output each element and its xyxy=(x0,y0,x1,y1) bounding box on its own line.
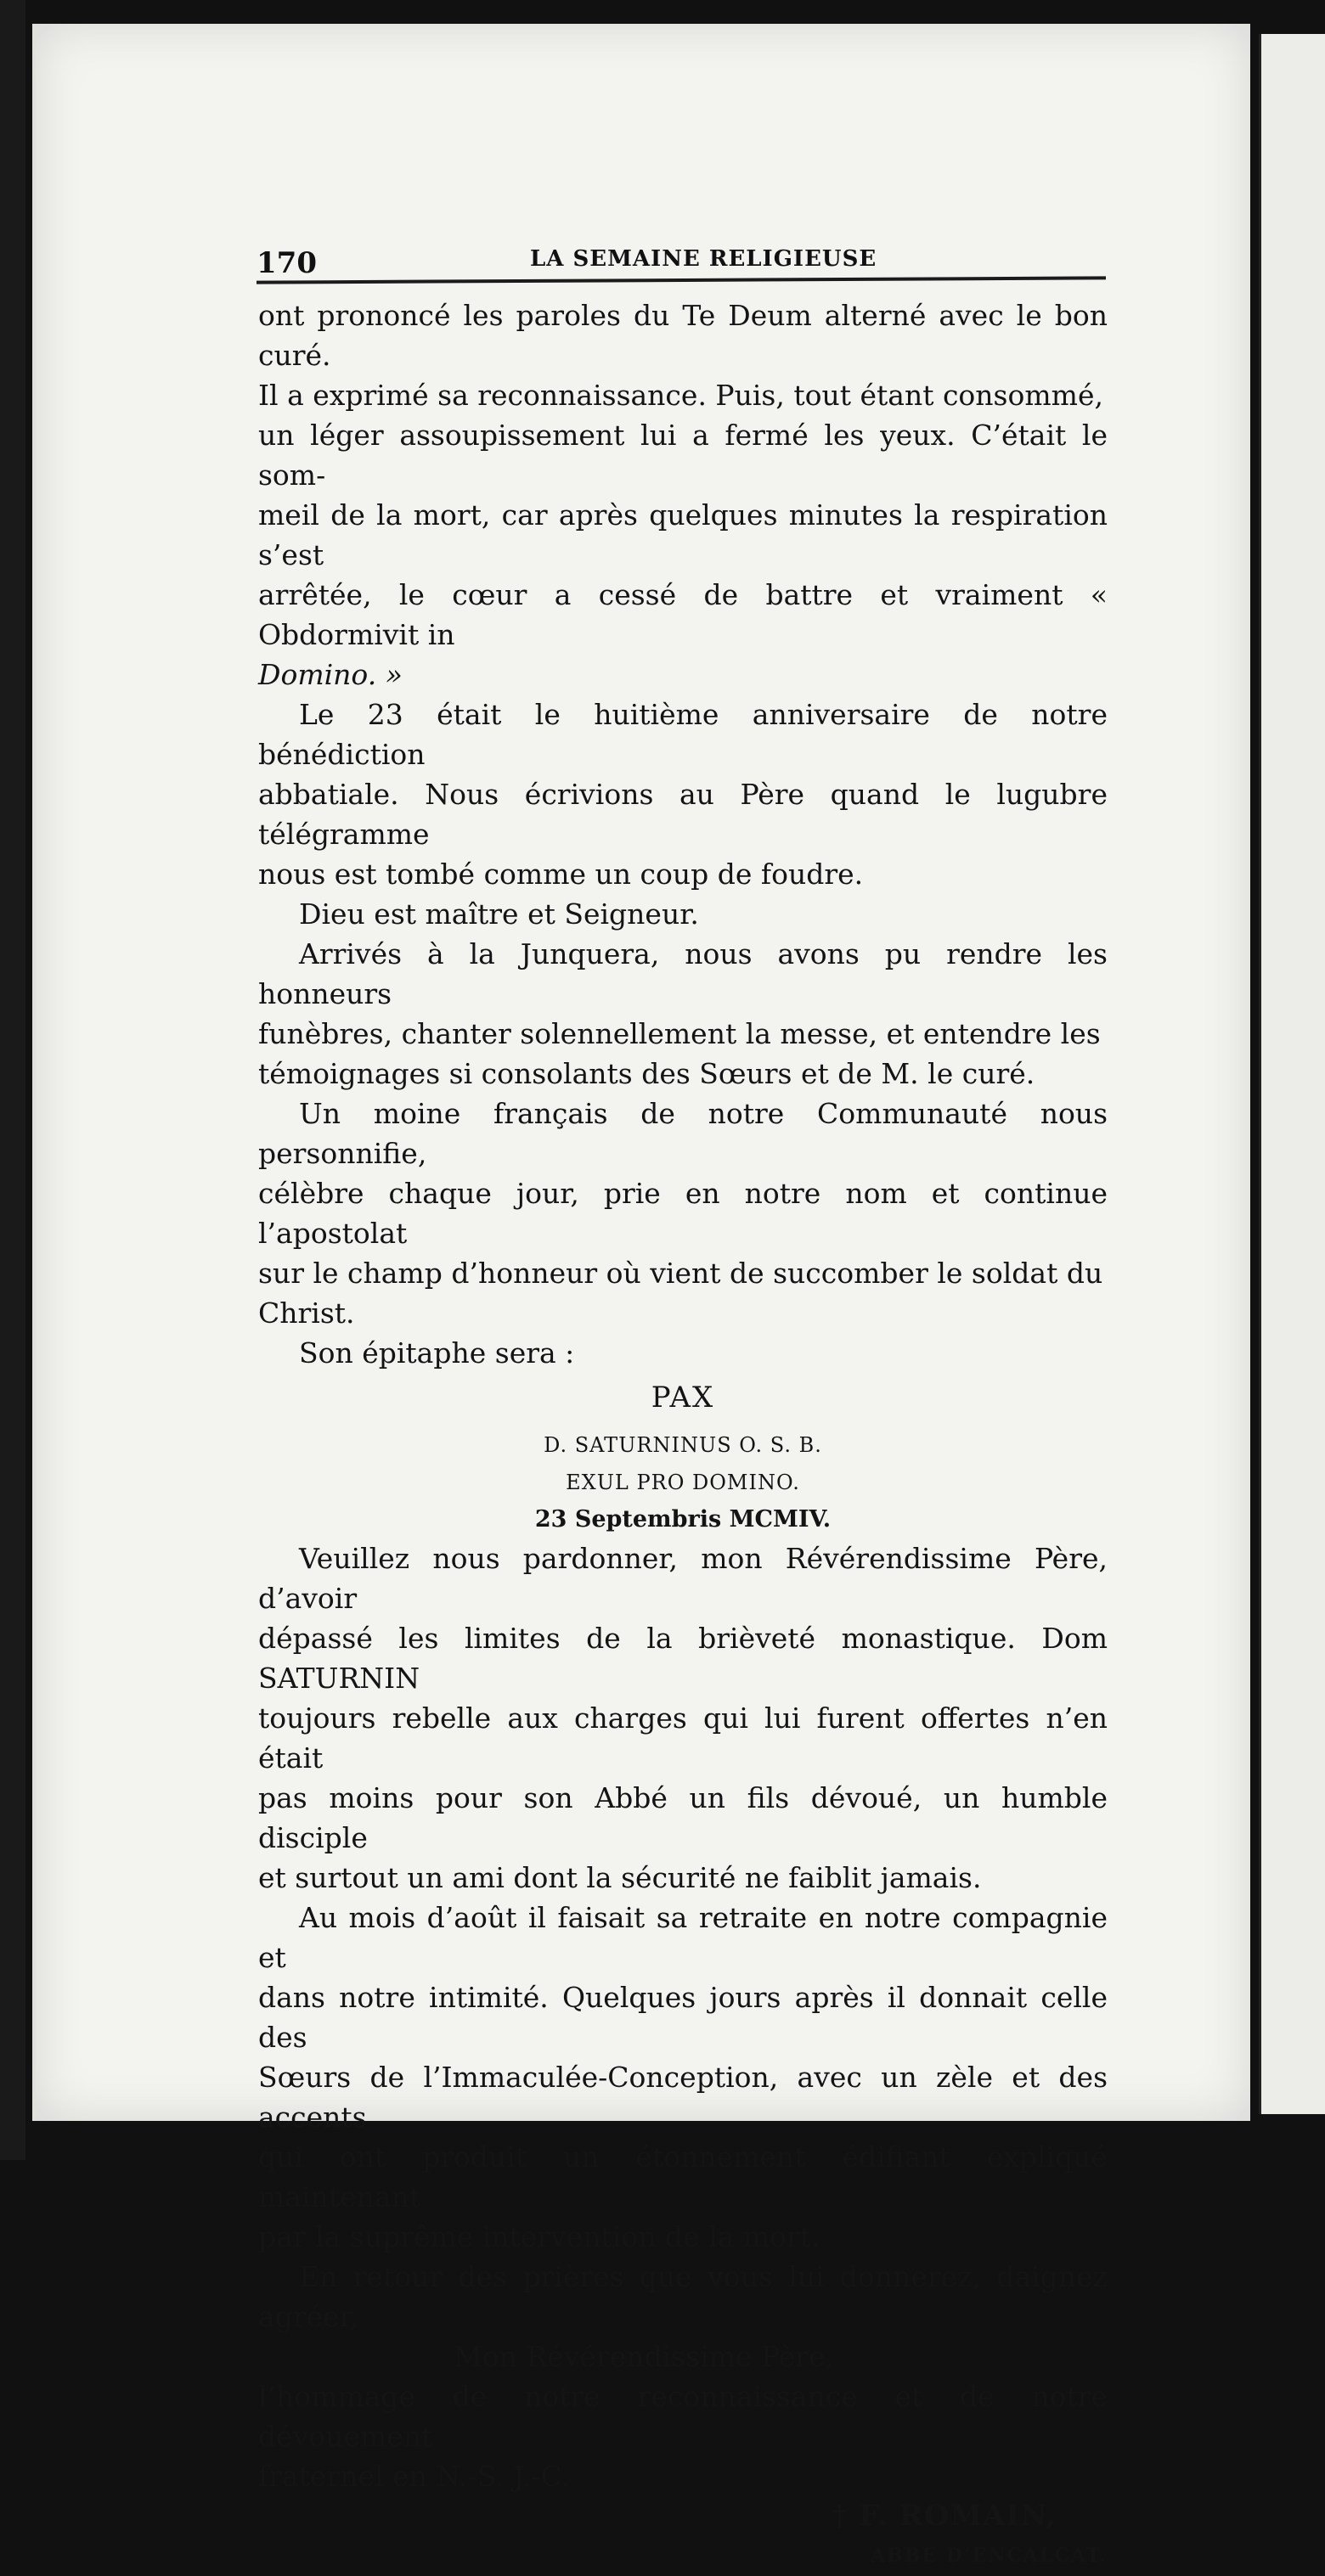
text-line: par la suprême intervention de la mort. xyxy=(258,2220,820,2253)
scanned-page xyxy=(32,24,1250,2567)
text-line: Un moine français de notre Communauté nous personnifie, xyxy=(258,1097,1108,1170)
page-number: 170 xyxy=(257,246,317,280)
epitaph-date: 23 Septembris MCMIV. xyxy=(534,1506,832,1533)
film-strip-edge xyxy=(0,0,25,2160)
text-line: l’hommage de notre reconnaissance et de notre dévouement xyxy=(258,2380,1108,2453)
signature-title: ABBÉ D’ENCALCAT. xyxy=(871,2545,1108,2567)
text-line: Christ. xyxy=(258,1296,355,1330)
text-line: En retour des prières que vous lui donnerez, daignez agréer, xyxy=(258,2260,1108,2333)
epitaph-pax: PAX xyxy=(651,1381,715,1415)
text-line: Arrivés à la Junquera, nous avons pu rendre les honneurs xyxy=(258,937,1108,1010)
text-line: un léger assoupissement lui a fermé les yeux. C’était le som- xyxy=(258,419,1108,492)
text-line: pas moins pour son Abbé un fils dévoué, un humble disciple xyxy=(258,1781,1108,1854)
text-line: abbatiale. Nous écrivions au Père quand le lugubre télégramme xyxy=(258,778,1108,851)
text-line: et surtout un ami dont la sécurité ne faiblit jamais. xyxy=(258,1861,982,1894)
text-line: Au mois d’août il faisait sa retraite en notre compagnie et xyxy=(258,1901,1108,1974)
signature: † F. ROMAIN, xyxy=(832,2499,1057,2533)
text-line: Le 23 était le huitième anniversaire de notre bénédiction xyxy=(258,698,1108,771)
epitaph-name: D. SATURNINUS O. S. B. xyxy=(544,1433,822,1457)
adjacent-page-edge xyxy=(1259,34,1325,2114)
text-line: nous est tombé comme un coup de foudre. xyxy=(258,858,864,891)
text-line: meil de la mort, car après quelques minutes la respiration s’est xyxy=(258,498,1108,571)
text-line: Veuillez nous pardonner, mon Révérendissime Père, d’avoir xyxy=(258,1542,1108,1615)
text-line: toujours rebelle aux charges qui lui furent offertes n’en était xyxy=(258,1701,1108,1775)
page-header xyxy=(224,221,1108,282)
text-line: ont prononcé les paroles du Te Deum alterné avec le bon curé. xyxy=(258,299,1108,372)
text-line: funèbres, chanter solennellement la messe, et entendre les xyxy=(258,1017,1101,1050)
text-line: témoignages si consolants des Sœurs et de M. le curé. xyxy=(258,1057,1035,1090)
text-line: Son épitaphe sera : xyxy=(299,1336,575,1370)
text-line: fraternel en N.-S. J.-C. xyxy=(258,2460,571,2493)
body-text xyxy=(258,295,1108,2576)
closing-salutation: Mon Révérendissime Père, xyxy=(454,2340,834,2373)
text-line: qui ont produit un étonnement édifiant expliqué maintenant xyxy=(258,2140,1108,2213)
text-line: Il a exprimé sa reconnaissance. Puis, tout étant consommé, xyxy=(258,379,1103,412)
text-line: dans notre intimité. Quelques jours après il donnait celle des xyxy=(258,1981,1108,2054)
text-line: Dieu est maître et Seigneur. xyxy=(299,897,699,931)
text-line: Domino. » xyxy=(258,658,403,691)
text-line: dépassé les limites de la brièveté monastique. Dom SATURNIN xyxy=(258,1622,1108,1695)
epitaph-exul: EXUL PRO DOMINO. xyxy=(566,1471,800,1494)
running-title: LA SEMAINE RELIGIEUSE xyxy=(530,246,877,272)
text-line: arrêtée, le cœur a cessé de battre et vraiment « Obdormivit in xyxy=(258,578,1108,651)
text-line: sur le champ d’honneur où vient de succomber le soldat du xyxy=(258,1257,1103,1290)
text-line: Sœurs de l’Immaculée-Conception, avec un zèle et des accents xyxy=(258,2061,1108,2134)
text-line: célèbre chaque jour, prie en notre nom et continue l’apostolat xyxy=(258,1177,1108,1250)
